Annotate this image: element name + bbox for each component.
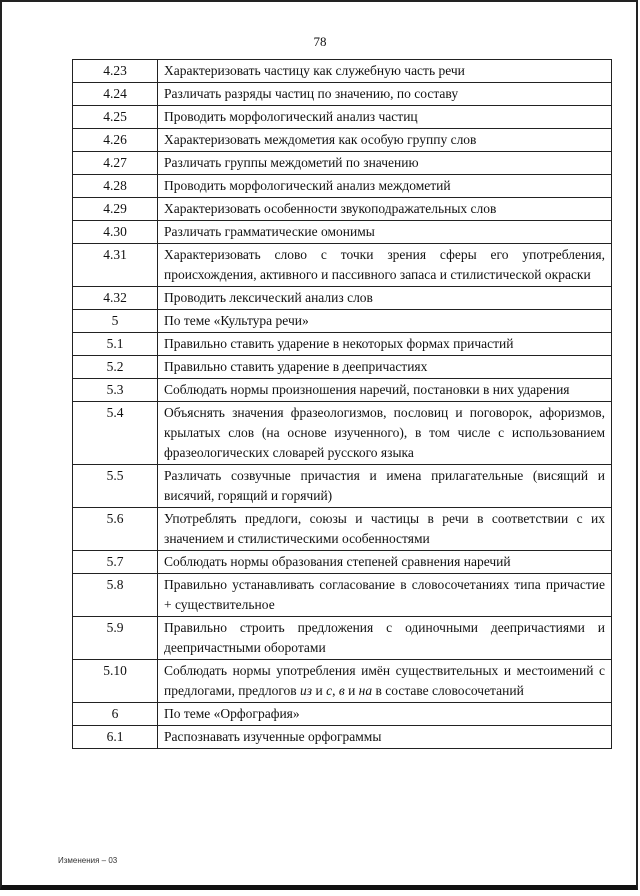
table-row <box>73 198 612 221</box>
row-number: 4.32 <box>73 287 158 310</box>
row-text: Характеризовать междометия как особую группу слов <box>158 129 612 152</box>
table-row <box>73 106 612 129</box>
row-text: Проводить лексический анализ слов <box>158 287 612 310</box>
row-number: 5.3 <box>73 379 158 402</box>
table-row <box>73 703 612 726</box>
table-row <box>73 129 612 152</box>
footer-revision: Изменения – 03 <box>58 856 118 865</box>
table-row <box>73 574 612 617</box>
table-row <box>73 726 612 749</box>
row-number: 4.28 <box>73 175 158 198</box>
row-number: 5.5 <box>73 465 158 508</box>
row-text <box>158 660 612 703</box>
text-part-italic: из <box>300 683 313 698</box>
text-part-italic: с <box>326 683 333 698</box>
table-row <box>73 465 612 508</box>
row-number: 4.27 <box>73 152 158 175</box>
row-text: Правильно ставить ударение в некоторых формах причастий <box>158 333 612 356</box>
row-number: 5.1 <box>73 333 158 356</box>
table-row <box>73 152 612 175</box>
table-row <box>73 551 612 574</box>
row-text: Правильно устанавливать согласование в словосочетаниях типа причастие + существительное <box>158 574 612 617</box>
table-row <box>73 356 612 379</box>
row-text: Соблюдать нормы произношения наречий, постановки в них ударения <box>158 379 612 402</box>
text-part: и <box>344 683 359 698</box>
row-number: 5.6 <box>73 508 158 551</box>
row-text: Употреблять предлоги, союзы и частицы в речи в соответствии с их значением и стилистическими особенностями <box>158 508 612 551</box>
row-text: Различать созвучные причастия и имена прилагательные (висящий и висячий, горящий и горячий) <box>158 465 612 508</box>
text-part-italic: на <box>358 683 373 698</box>
row-text: По теме «Культура речи» <box>158 310 612 333</box>
table-row <box>73 379 612 402</box>
text-part: Соблюдать нормы употребления имён существительных и местоимений с предлогами, предлогов <box>164 663 605 698</box>
table-row <box>73 508 612 551</box>
table-row <box>73 333 612 356</box>
text-part: и <box>312 683 327 698</box>
row-text: Различать группы междометий по значению <box>158 152 612 175</box>
row-number: 4.26 <box>73 129 158 152</box>
table-row <box>73 175 612 198</box>
row-text: Объяснять значения фразеологизмов, пословиц и поговорок, афоризмов, крылатых слов (на основе изученного), в том числе с использованием фразеологических словарей русского языка <box>158 402 612 465</box>
row-number: 5.4 <box>73 402 158 465</box>
table-row <box>73 310 612 333</box>
text-part: , <box>332 683 339 698</box>
row-text: Правильно строить предложения с одиночными деепричастиями и деепричастными оборотами <box>158 617 612 660</box>
row-text: Распознавать изученные орфограммы <box>158 726 612 749</box>
page-number: 78 <box>313 34 327 49</box>
outcomes-table <box>72 59 612 749</box>
row-text: По теме «Орфография» <box>158 703 612 726</box>
table-row <box>73 221 612 244</box>
table-row <box>73 660 612 703</box>
row-text: Характеризовать особенности звукоподражательных слов <box>158 198 612 221</box>
table-row <box>73 402 612 465</box>
row-number: 4.29 <box>73 198 158 221</box>
row-number: 6.1 <box>73 726 158 749</box>
row-text: Характеризовать слово с точки зрения сферы его употребления, происхождения, активного и пассивного запаса и стилистической окраски <box>158 244 612 287</box>
row-text: Соблюдать нормы образования степеней сравнения наречий <box>158 551 612 574</box>
row-text: Правильно ставить ударение в деепричастиях <box>158 356 612 379</box>
row-number: 5.10 <box>73 660 158 703</box>
table-row <box>73 617 612 660</box>
row-number: 4.23 <box>73 60 158 83</box>
row-text: Проводить морфологический анализ междометий <box>158 175 612 198</box>
table-row <box>73 287 612 310</box>
row-number: 6 <box>73 703 158 726</box>
text-part-italic: в <box>338 683 345 698</box>
row-number: 5.2 <box>73 356 158 379</box>
row-text: Различать грамматические омонимы <box>158 221 612 244</box>
row-number: 4.31 <box>73 244 158 287</box>
table-row <box>73 83 612 106</box>
text-part: в составе словосочетаний <box>372 683 524 698</box>
row-number: 5 <box>73 310 158 333</box>
row-text: Различать разряды частиц по значению, по составу <box>158 83 612 106</box>
table-row <box>73 244 612 287</box>
row-number: 5.8 <box>73 574 158 617</box>
row-number: 5.9 <box>73 617 158 660</box>
row-number: 4.30 <box>73 221 158 244</box>
row-text: Характеризовать частицу как служебную часть речи <box>158 60 612 83</box>
row-number: 4.24 <box>73 83 158 106</box>
row-text: Проводить морфологический анализ частиц <box>158 106 612 129</box>
row-number: 4.25 <box>73 106 158 129</box>
table-row <box>73 60 612 83</box>
row-number: 5.7 <box>73 551 158 574</box>
